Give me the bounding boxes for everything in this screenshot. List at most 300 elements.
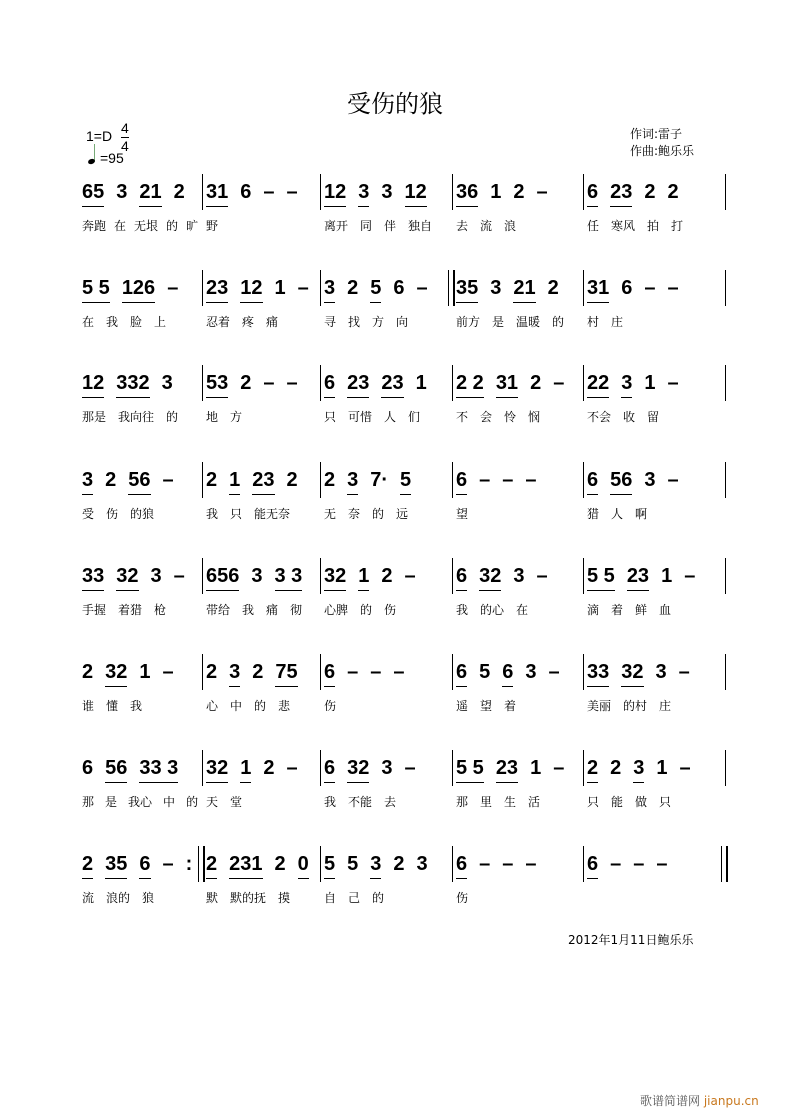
note-group: 2 (82, 661, 94, 683)
note-group: – (667, 372, 679, 394)
barline (320, 462, 321, 498)
lyric-word: 离开 (324, 219, 349, 233)
measure (206, 180, 298, 216)
note-group: 23 (206, 276, 228, 303)
watermark (640, 1092, 759, 1109)
note-group: 23 (252, 468, 274, 495)
final-barline (721, 846, 728, 882)
note-group: – (678, 661, 690, 683)
measure (587, 371, 679, 407)
lyric-word: 美丽 (587, 699, 612, 713)
note-group: 3 (229, 660, 240, 687)
lyric-word: 伤 (456, 891, 469, 905)
note-group: 1 (358, 564, 369, 591)
score-line (0, 852, 790, 922)
note-group: 32 (621, 660, 643, 687)
lyric-word: 能 (611, 795, 624, 809)
note-group: 5 (370, 276, 381, 303)
note-group: 3 (513, 565, 525, 587)
lyric-word: 生 (504, 795, 517, 809)
lyrics (324, 218, 432, 234)
barline (583, 462, 584, 498)
note-group: 21 (513, 276, 535, 303)
lyrics (82, 506, 154, 522)
note-group: 12 (405, 180, 427, 207)
lyric-word: 滴 (587, 603, 600, 617)
lyric-word: 枪 (154, 603, 167, 617)
barline (320, 558, 321, 594)
barline (452, 462, 453, 498)
lyric-word: 人 (611, 507, 624, 521)
note-group: – (536, 181, 548, 203)
composer: 作曲:鲍乐乐 (630, 144, 695, 158)
measure (324, 660, 405, 696)
lyric-word: 任 (587, 219, 600, 233)
lyric-word: 流 (82, 891, 95, 905)
note-group: 6 (621, 277, 633, 299)
note-group: 12 (324, 180, 346, 207)
note-group: 3 (150, 565, 162, 587)
lyric-word: 痛 (266, 603, 279, 617)
lyrics (587, 314, 623, 330)
note-group: – (548, 661, 560, 683)
lyric-word: 前方 (456, 315, 481, 329)
note-group: 2 (286, 469, 298, 491)
measure (456, 852, 537, 888)
barline (320, 750, 321, 786)
note-group: – (502, 853, 514, 875)
lyric-word: 的 (166, 410, 179, 424)
lyrics (587, 506, 647, 522)
note-group: 23 (496, 756, 518, 783)
note-group: 23 (347, 371, 369, 398)
lyric-word: 我 (106, 315, 119, 329)
lyric-word: 心脾 (324, 603, 349, 617)
lyric-word: 能无奈 (254, 507, 291, 521)
measure (456, 180, 548, 216)
lyrics (587, 602, 671, 618)
lyric-word: 方 (230, 410, 243, 424)
lyric-word: 活 (528, 795, 541, 809)
lyric-word: 我心 (128, 795, 153, 809)
note-group: 33 3 (139, 756, 178, 783)
lyrics (456, 602, 528, 618)
note-group: 2 (644, 181, 656, 203)
lyric-word: 的 (552, 315, 565, 329)
lyrics (82, 314, 166, 330)
lyric-word: 远 (396, 507, 409, 521)
measure (206, 852, 309, 888)
note-group: 1 (139, 661, 151, 683)
lyric-word: 收 (623, 410, 636, 424)
note-group: 2 (667, 181, 679, 203)
measure (82, 852, 192, 888)
barline (452, 365, 453, 401)
note-group: 2 (252, 661, 264, 683)
lyric-word: 我 (324, 795, 337, 809)
lyric-word: 可惜 (348, 410, 373, 424)
note-group: 5 (479, 661, 491, 683)
measure (587, 660, 690, 696)
lyric-word: 无垠 (134, 219, 159, 233)
measure (206, 468, 298, 504)
lyric-word: 的 (372, 891, 385, 905)
lyrics (206, 890, 290, 906)
lyric-word: 奔跑 (82, 219, 107, 233)
lyric-word: 手握 (82, 603, 107, 617)
measure (456, 660, 560, 696)
note-group: 3 (416, 853, 428, 875)
barline (583, 750, 584, 786)
lyrics (587, 218, 683, 234)
note-group: 32 (116, 564, 138, 591)
lyric-word: 中 (230, 699, 243, 713)
watermark-site: jianpu.cn (703, 1094, 759, 1108)
note-group: 6 (587, 468, 598, 495)
lyric-word: 谁 (82, 699, 95, 713)
measure (82, 276, 178, 312)
note-group: 2 (206, 469, 218, 491)
measure (324, 756, 416, 792)
lyric-word: 心 (206, 699, 219, 713)
measure (206, 660, 298, 696)
note-group: 56 (105, 756, 127, 783)
note-group: 31 (496, 371, 518, 398)
lyrics (324, 409, 420, 425)
lyric-word: 中 (163, 795, 176, 809)
lyric-word: 寻 (324, 315, 337, 329)
lyric-word: 的 (254, 699, 267, 713)
note-group: 3 (381, 181, 393, 203)
note-group: 1 (240, 756, 251, 783)
note-group: – (536, 565, 548, 587)
measure (324, 180, 427, 216)
note-group: 1 (415, 372, 427, 394)
barline (452, 654, 453, 690)
note-group: – (347, 661, 359, 683)
lyric-word: 天 (206, 795, 219, 809)
note-group: – (370, 661, 382, 683)
lyric-word: 我 (206, 507, 219, 521)
lyrics (206, 506, 290, 522)
lyric-word: 们 (408, 410, 421, 424)
note-group: – (173, 565, 185, 587)
lyric-word: 不会 (587, 410, 612, 424)
credits (630, 126, 694, 160)
score-line (0, 660, 790, 730)
measure (587, 852, 668, 888)
lyrics (587, 409, 659, 425)
note-group: 21 (139, 180, 161, 207)
lyric-word: 受 (82, 507, 95, 521)
lyrics (82, 794, 198, 810)
measure (206, 276, 309, 312)
score-line (0, 564, 790, 634)
barline (725, 365, 726, 401)
lyricist: 作词:雷子 (630, 127, 683, 141)
lyric-word: 不能 (348, 795, 373, 809)
score-line (0, 371, 790, 441)
note-group: : (185, 853, 193, 875)
note-group: – (393, 661, 405, 683)
note-group: 5 5 (82, 276, 110, 303)
lyrics (206, 218, 218, 234)
lyrics (324, 698, 336, 714)
lyrics (456, 314, 564, 330)
lyric-word: 带给 (206, 603, 231, 617)
lyric-word: 那 (456, 795, 469, 809)
lyrics (324, 314, 408, 330)
note-group: 2 (206, 852, 217, 879)
key-signature: 1=D (86, 128, 113, 144)
score-line (0, 276, 790, 346)
note-group: 2 (82, 852, 93, 879)
note-group: 6 (324, 371, 335, 398)
lyric-word: 悲 (278, 699, 291, 713)
lyric-word: 同 (360, 219, 373, 233)
note-group: 6 (324, 660, 335, 687)
lyric-word: 在 (516, 603, 529, 617)
lyric-word: 伤 (106, 507, 119, 521)
lyric-word: 悯 (528, 410, 541, 424)
lyric-word: 是 (105, 795, 118, 809)
lyric-word: 野 (206, 219, 219, 233)
note-group: 3 (381, 757, 393, 779)
note-group: 6 (456, 852, 467, 879)
barline (452, 174, 453, 210)
barline (320, 846, 321, 882)
lyrics (82, 218, 198, 234)
note-group: 3 (644, 469, 656, 491)
note-group: 3 (525, 661, 537, 683)
lyric-word: 去 (456, 219, 469, 233)
note-group: – (162, 661, 174, 683)
note-group: 5 (324, 852, 335, 879)
lyric-word: 浪 (504, 219, 517, 233)
lyric-word: 旷 (186, 219, 199, 233)
barline (202, 174, 203, 210)
note-group: 3 3 (275, 564, 303, 591)
song-title: 受伤的狼 (347, 90, 443, 118)
measure (324, 371, 427, 407)
lyric-word: 浪的 (106, 891, 131, 905)
note-group: 2 (610, 757, 622, 779)
note-group: 65 (82, 180, 104, 207)
lyrics (82, 602, 166, 618)
barline (320, 270, 321, 306)
note-group: – (162, 469, 174, 491)
lyric-word: 己 (348, 891, 361, 905)
watermark-cn: 歌谱简谱网 (640, 1094, 701, 1108)
note-group: 1 (661, 565, 673, 587)
lyric-word: 的狼 (130, 507, 155, 521)
measure (82, 756, 178, 792)
note-group: – (656, 853, 668, 875)
note-group: – (263, 372, 275, 394)
note-group: 1 (656, 757, 668, 779)
lyric-word: 向 (396, 315, 409, 329)
double-barline (448, 270, 455, 306)
barline (583, 365, 584, 401)
note-group: 32 (105, 660, 127, 687)
lyric-word: 堂 (230, 795, 243, 809)
tempo-marking (88, 144, 124, 166)
note-group: 332 (116, 371, 149, 398)
lyric-word: 我 (242, 603, 255, 617)
note-group: – (404, 565, 416, 587)
note-group: – (263, 181, 275, 203)
note-group: – (525, 853, 537, 875)
measure (587, 276, 679, 312)
lyric-word: 着猎 (118, 603, 143, 617)
note-group: 6 (587, 852, 598, 879)
barline (320, 654, 321, 690)
note-group: 6 (456, 468, 467, 495)
lyrics (206, 602, 302, 618)
note-group: – (286, 181, 298, 203)
lyric-word: 会 (480, 410, 493, 424)
lyric-word: 我 (456, 603, 469, 617)
lyric-word: 只 (587, 795, 600, 809)
lyrics (587, 698, 671, 714)
barline (452, 558, 453, 594)
note-group: 2 (513, 181, 525, 203)
lyric-word: 摸 (278, 891, 291, 905)
note-group: 7· (370, 469, 389, 491)
lyric-word: 默 (206, 891, 219, 905)
note-group: 3 (655, 661, 667, 683)
lyric-word: 忍着 (206, 315, 231, 329)
note-group: 35 (105, 852, 127, 879)
note-group: 12 (240, 276, 262, 303)
quarter-note-icon (88, 144, 98, 166)
note-group: 0 (298, 852, 309, 879)
lyrics (82, 890, 154, 906)
note-group: 231 (229, 852, 262, 879)
note-group: – (167, 277, 179, 299)
note-group: 12 (82, 371, 104, 398)
lyric-word: 着 (504, 699, 517, 713)
measure (206, 756, 298, 792)
note-group: 6 (587, 180, 598, 207)
note-group: 2 (530, 372, 542, 394)
lyric-word: 留 (647, 410, 660, 424)
lyrics (206, 409, 242, 425)
lyric-word: 做 (635, 795, 648, 809)
note-group: 1 (530, 757, 542, 779)
note-group: – (684, 565, 696, 587)
measure (82, 180, 185, 216)
lyric-word: 庄 (611, 315, 624, 329)
lyric-word: 伤 (324, 699, 337, 713)
note-group: 2 2 (456, 371, 484, 398)
lyrics (324, 506, 408, 522)
barline (202, 750, 203, 786)
lyric-word: 伤 (384, 603, 397, 617)
note-group: 75 (275, 660, 297, 687)
lyric-word: 默的抚 (230, 891, 267, 905)
lyric-word: 那是 (82, 410, 107, 424)
lyric-word: 地 (206, 410, 219, 424)
lyric-word: 独自 (408, 219, 433, 233)
note-group: 6 (502, 660, 513, 687)
note-group: 6 (393, 277, 405, 299)
measure (324, 852, 428, 888)
note-group: – (667, 469, 679, 491)
note-group: – (416, 277, 428, 299)
lyric-word: 在 (82, 315, 95, 329)
note-group: 22 (587, 371, 609, 398)
note-group: 2 (173, 181, 185, 203)
barline (583, 654, 584, 690)
lyric-word: 只 (230, 507, 243, 521)
barline (452, 750, 453, 786)
lyrics (587, 794, 671, 810)
lyrics (324, 794, 396, 810)
note-group: – (553, 372, 565, 394)
note-group: 56 (128, 468, 150, 495)
note-group: 6 (240, 181, 252, 203)
note-group: 2 (324, 469, 336, 491)
note-group: 5 (400, 468, 411, 495)
barline (725, 462, 726, 498)
lyrics (456, 409, 540, 425)
lyric-word: 我向往 (118, 410, 155, 424)
barline (202, 270, 203, 306)
note-group: 53 (206, 371, 228, 398)
lyric-word: 的村 (623, 699, 648, 713)
barline (725, 654, 726, 690)
note-group: 2 (381, 565, 393, 587)
score-line (0, 180, 790, 250)
lyric-word: 流 (480, 219, 493, 233)
lyric-word: 人 (384, 410, 397, 424)
lyrics (456, 698, 516, 714)
measure (82, 468, 174, 504)
note-group: – (633, 853, 645, 875)
note-group: 1 (490, 181, 502, 203)
lyric-word: 伴 (384, 219, 397, 233)
note-group: 31 (587, 276, 609, 303)
barline (583, 558, 584, 594)
lyric-word: 啊 (635, 507, 648, 521)
lyric-word: 里 (480, 795, 493, 809)
lyric-word: 是 (492, 315, 505, 329)
barline (202, 365, 203, 401)
lyric-word: 的 (372, 507, 385, 521)
time-numerator: 4 (121, 120, 129, 136)
lyrics (456, 218, 516, 234)
barline (725, 174, 726, 210)
note-group: 3 (490, 277, 502, 299)
tempo-value: =95 (100, 150, 124, 166)
lyric-word: 庄 (659, 699, 672, 713)
note-group: 32 (324, 564, 346, 591)
lyric-word: 温暖 (516, 315, 541, 329)
lyric-word: 望 (480, 699, 493, 713)
note-group: 5 (347, 853, 359, 875)
barline (202, 462, 203, 498)
lyrics (456, 794, 540, 810)
time-denominator: 4 (121, 138, 129, 154)
lyrics (206, 698, 290, 714)
lyrics (324, 890, 384, 906)
score-line (0, 756, 790, 826)
note-group: 1 (229, 468, 240, 495)
note-group: 32 (347, 756, 369, 783)
note-group: 656 (206, 564, 239, 591)
note-group: 33 (82, 564, 104, 591)
